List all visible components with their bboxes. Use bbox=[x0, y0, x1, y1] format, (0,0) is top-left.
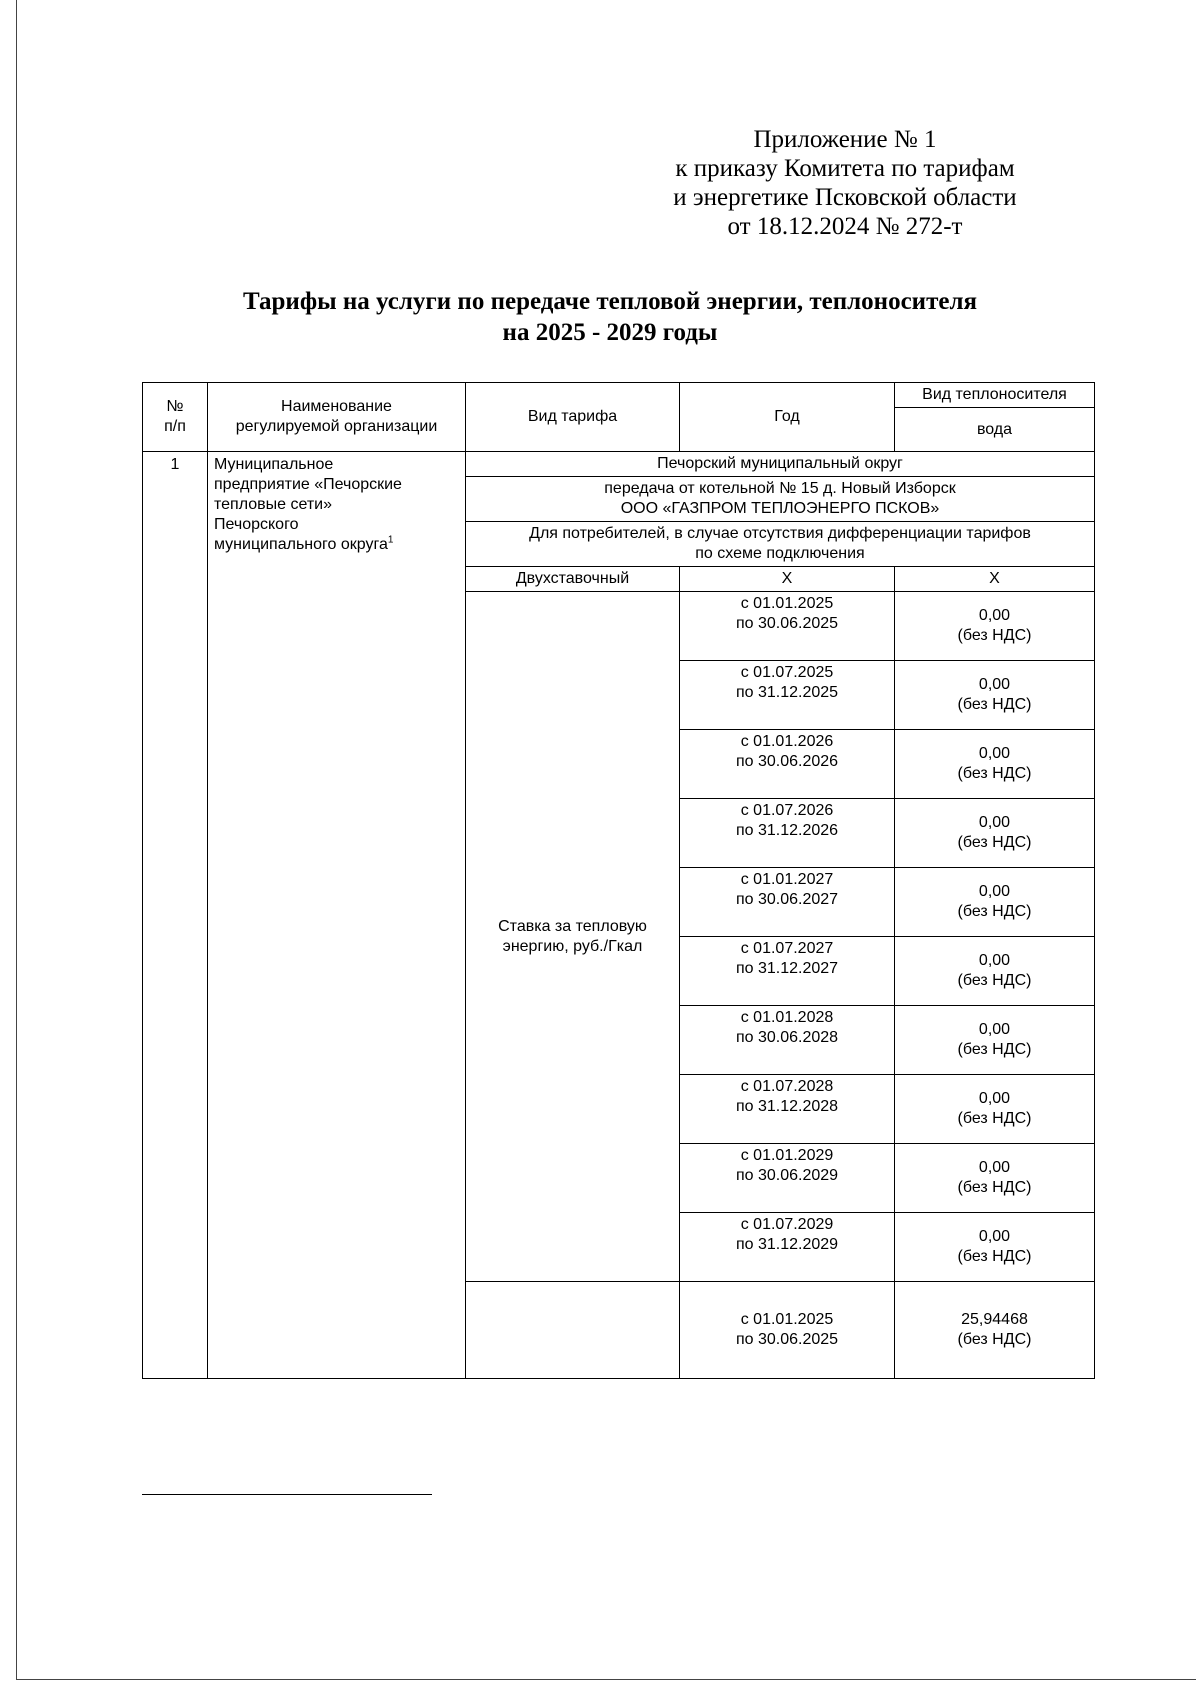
period-from: с 01.07.2027 bbox=[740, 940, 834, 957]
tariff-value-cell bbox=[895, 868, 1095, 937]
period-to: по 31.12.2025 bbox=[735, 684, 839, 701]
period-to: по 31.12.2029 bbox=[735, 1236, 839, 1253]
period-cell bbox=[680, 868, 895, 937]
org-line-text: муниципального округа bbox=[214, 536, 388, 553]
consumers-row bbox=[466, 522, 1095, 567]
period-cell bbox=[680, 661, 895, 730]
row-number: 1 bbox=[143, 452, 208, 1379]
period-from: с 01.01.2025 bbox=[740, 1311, 834, 1328]
period-cell bbox=[680, 730, 895, 799]
appendix-line: Приложение № 1 bbox=[753, 126, 937, 153]
period-to: по 30.06.2027 bbox=[735, 891, 839, 908]
tariff-value-cell bbox=[895, 1213, 1095, 1282]
header-tariff-type: Вид тарифа bbox=[466, 383, 680, 452]
period-to: по 31.12.2026 bbox=[735, 822, 839, 839]
tariff-vat: (без НДС) bbox=[957, 627, 1032, 644]
tariff-vat: (без НДС) bbox=[957, 1248, 1032, 1265]
tariff-vat: (без НДС) bbox=[957, 1331, 1032, 1348]
tariff-value: 0,00 bbox=[978, 883, 1011, 900]
period-from: с 01.01.2028 bbox=[740, 1009, 834, 1026]
period-from: с 01.07.2028 bbox=[740, 1078, 834, 1095]
appendix-reference bbox=[630, 125, 1060, 241]
period-to: по 30.06.2029 bbox=[735, 1167, 839, 1184]
rate-label bbox=[466, 592, 680, 1282]
tariff-value: 25,94468 bbox=[961, 1311, 1028, 1328]
transfer-line: ООО «ГАЗПРОМ ТЕПЛОЭНЕРГО ПСКОВ» bbox=[620, 500, 940, 517]
tariff-value: 0,00 bbox=[978, 607, 1011, 624]
tariff-vat: (без НДС) bbox=[957, 1041, 1032, 1058]
tariff-value-cell bbox=[895, 592, 1095, 661]
header-text: п/п bbox=[164, 418, 186, 435]
period-from: с 01.01.2026 bbox=[740, 733, 834, 750]
tariff-value-cell bbox=[895, 730, 1095, 799]
tariff-vat: (без НДС) bbox=[957, 1179, 1032, 1196]
period-cell bbox=[680, 937, 895, 1006]
org-line: тепловые сети» bbox=[214, 496, 332, 513]
period-from: с 01.01.2025 bbox=[740, 595, 834, 612]
tariff-value-cell bbox=[895, 937, 1095, 1006]
period-cell bbox=[680, 1282, 895, 1379]
period-from: с 01.07.2026 bbox=[740, 802, 834, 819]
tariff-vat: (без НДС) bbox=[957, 765, 1032, 782]
period-to: по 30.06.2025 bbox=[735, 1331, 839, 1348]
empty-tariff-type-cell bbox=[466, 1282, 680, 1379]
header-text: № bbox=[166, 398, 184, 415]
tariff-value-cell bbox=[895, 1006, 1095, 1075]
org-line: предприятие «Печорские bbox=[214, 476, 402, 493]
transfer-row bbox=[466, 477, 1095, 522]
tariff-value-cell bbox=[895, 799, 1095, 868]
org-line bbox=[214, 535, 459, 555]
tariff-value: 0,00 bbox=[978, 952, 1011, 969]
tariff-value-cell bbox=[895, 1282, 1095, 1379]
period-cell bbox=[680, 1144, 895, 1213]
period-to: по 30.06.2025 bbox=[735, 615, 839, 632]
appendix-line: и энергетике Псковской области bbox=[673, 184, 1017, 211]
period-from: с 01.01.2029 bbox=[740, 1147, 834, 1164]
period-cell bbox=[680, 1213, 895, 1282]
rate-label-line: Ставка за тепловую bbox=[498, 917, 647, 935]
title-line: Тарифы на услуги по передаче тепловой энергии, теплоносителя bbox=[242, 288, 978, 315]
title-line: на 2025 - 2029 годы bbox=[502, 319, 718, 346]
appendix-line: к приказу Комитета по тарифам bbox=[675, 155, 1015, 182]
tariff-value: 0,00 bbox=[978, 1228, 1011, 1245]
tariff-value: 0,00 bbox=[978, 1021, 1011, 1038]
footnote-separator bbox=[142, 1494, 432, 1495]
header-carrier-type: Вид теплоносителя bbox=[895, 383, 1095, 408]
tariff-vat: (без НДС) bbox=[957, 696, 1032, 713]
transfer-line: передача от котельной № 15 д. Новый Изборск bbox=[604, 480, 956, 497]
period-to: по 30.06.2028 bbox=[735, 1029, 839, 1046]
period-from: с 01.07.2025 bbox=[740, 664, 834, 681]
district-row: Печорский муниципальный округ bbox=[466, 452, 1095, 477]
tariff-vat: (без НДС) bbox=[957, 1110, 1032, 1127]
rate-label-line: энергию, руб./Гкал bbox=[502, 937, 643, 955]
consumers-line: по схеме подключения bbox=[695, 545, 865, 562]
period-from: с 01.01.2027 bbox=[740, 871, 834, 888]
two-part-value: Х bbox=[895, 567, 1095, 592]
tariff-vat: (без НДС) bbox=[957, 903, 1032, 920]
tariff-vat: (без НДС) bbox=[957, 834, 1032, 851]
consumers-line: Для потребителей, в случае отсутствия дифференциации тарифов bbox=[529, 525, 1031, 542]
tariff-value-cell bbox=[895, 1075, 1095, 1144]
tariff-value: 0,00 bbox=[978, 745, 1011, 762]
header-number bbox=[143, 383, 208, 452]
tariff-value: 0,00 bbox=[978, 676, 1011, 693]
tariff-value-cell bbox=[895, 1144, 1095, 1213]
header-text: Наименование bbox=[281, 398, 392, 415]
period-cell bbox=[680, 592, 895, 661]
organization-name bbox=[208, 452, 466, 1379]
tariff-vat: (без НДС) bbox=[957, 972, 1032, 989]
period-cell bbox=[680, 1075, 895, 1144]
period-cell bbox=[680, 1006, 895, 1075]
org-line: Печорского bbox=[214, 516, 299, 533]
tariff-value: 0,00 bbox=[978, 814, 1011, 831]
header-text: регулируемой организации bbox=[235, 418, 438, 435]
period-cell bbox=[680, 799, 895, 868]
tariff-value: 0,00 bbox=[978, 1090, 1011, 1107]
tariff-value: 0,00 bbox=[978, 1159, 1011, 1176]
appendix-date: от 18.12.2024 № 272-т bbox=[727, 213, 963, 240]
period-to: по 31.12.2027 bbox=[735, 960, 839, 977]
period-from: с 01.07.2029 bbox=[740, 1216, 834, 1233]
header-carrier-water: вода bbox=[895, 408, 1095, 452]
period-to: по 30.06.2026 bbox=[735, 753, 839, 770]
tariff-table bbox=[142, 382, 1095, 1379]
org-line: Муниципальное bbox=[214, 456, 334, 473]
tariff-value-cell bbox=[895, 661, 1095, 730]
footnote-mark: 1 bbox=[387, 534, 394, 546]
period-to: по 31.12.2028 bbox=[735, 1098, 839, 1115]
header-organization bbox=[208, 383, 466, 452]
document-title bbox=[170, 286, 1050, 348]
header-year: Год bbox=[680, 383, 895, 452]
two-part-year: Х bbox=[680, 567, 895, 592]
two-part-label: Двухставочный bbox=[466, 567, 680, 592]
